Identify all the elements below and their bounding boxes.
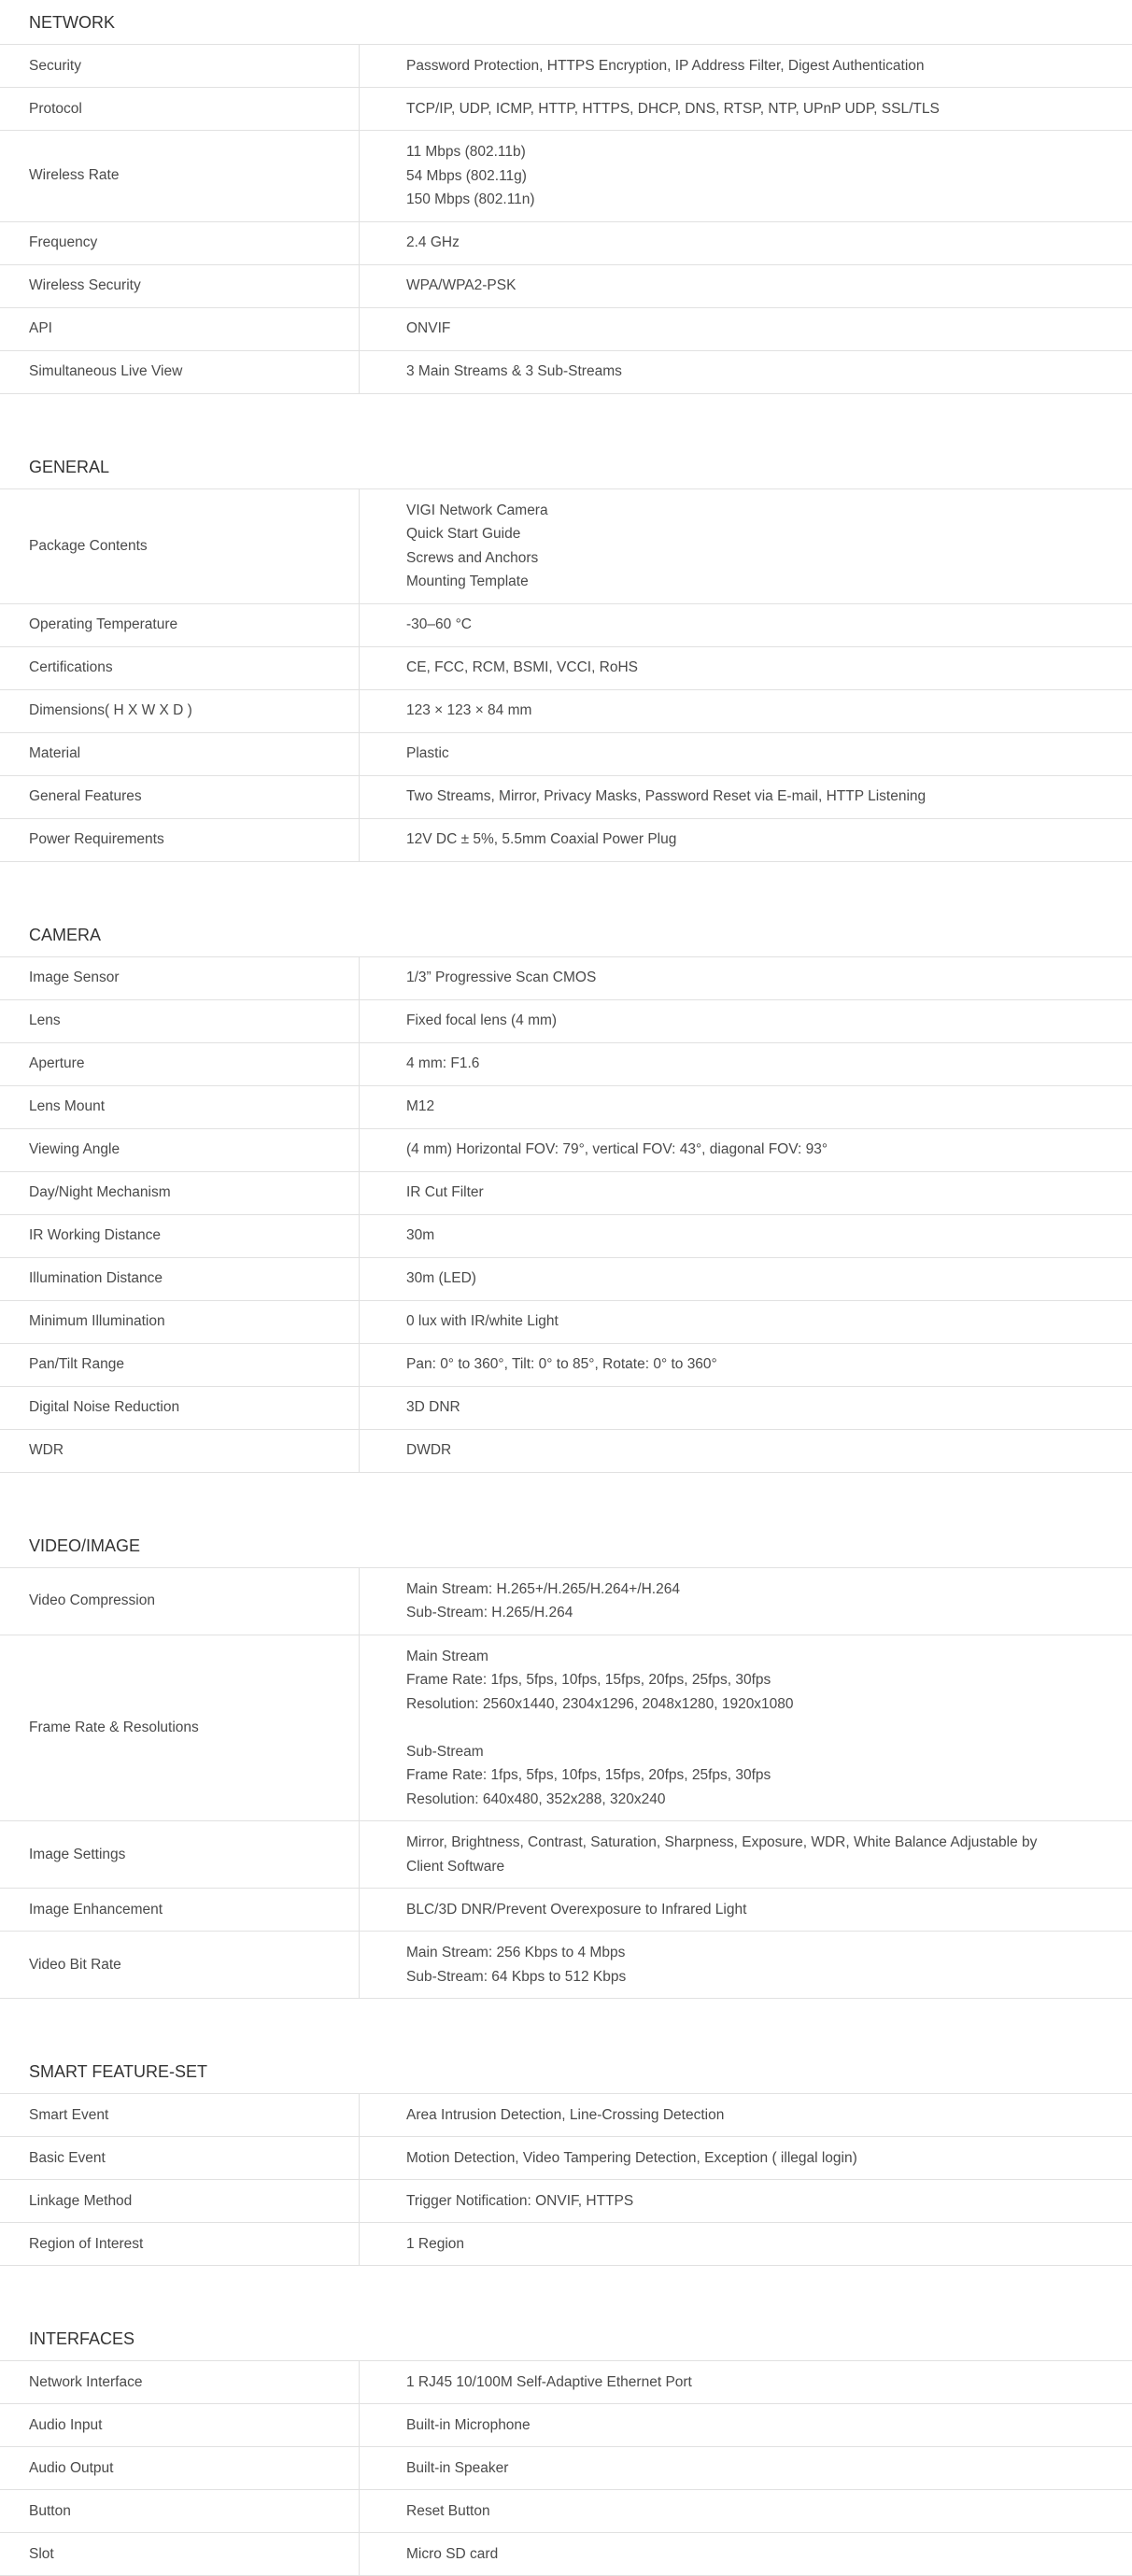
spec-value [360, 1568, 1132, 1635]
spec-value-line: 4 mm: F1.6 [406, 1055, 480, 1072]
spec-label: Power Requirements [0, 819, 360, 861]
spec-label: Material [0, 733, 360, 775]
spec-label: Package Contents [0, 489, 360, 603]
spec-label: Video Bit Rate [0, 1932, 360, 1998]
spec-value-line: Mirror, Brightness, Contrast, Saturation, Sharpness, Exposure, WDR, White Balance Adjustable by [406, 1834, 1038, 1850]
spec-label: Dimensions( H X W X D ) [0, 690, 360, 732]
spec-value [360, 1889, 1132, 1931]
spec-row [0, 1215, 1132, 1258]
spec-label: Video Compression [0, 1568, 360, 1635]
spec-value [360, 1086, 1132, 1128]
spec-label: Simultaneous Live View [0, 351, 360, 393]
spec-value-line: DWDR [406, 1442, 452, 1459]
spec-value-line: Resolution: 2560x1440, 2304x1296, 2048x1280, 1920x1080 [406, 1695, 794, 1712]
spec-value-line: 123 × 123 × 84 mm [406, 702, 532, 719]
spec-label: Frame Rate & Resolutions [0, 1635, 360, 1821]
section-title: INTERFACES [0, 2316, 1132, 2361]
spec-row [0, 604, 1132, 647]
spec-row [0, 1086, 1132, 1129]
spec-label: Audio Input [0, 2404, 360, 2446]
spec-label: API [0, 308, 360, 350]
spec-row [0, 690, 1132, 733]
spec-row [0, 1258, 1132, 1301]
spec-value [360, 1043, 1132, 1085]
spec-row [0, 2361, 1132, 2404]
spec-value-line: M12 [406, 1098, 435, 1115]
spec-label: Viewing Angle [0, 1129, 360, 1171]
spec-label: Certifications [0, 647, 360, 689]
spec-value [360, 308, 1132, 350]
spec-value [360, 2490, 1132, 2532]
spec-value-line: 150 Mbps (802.11n) [406, 191, 535, 207]
spec-label: Frequency [0, 222, 360, 264]
spec-value [360, 957, 1132, 999]
spec-value [360, 1000, 1132, 1042]
spec-value-line: 3 Main Streams & 3 Sub-Streams [406, 363, 622, 380]
spec-value-line: Frame Rate: 1fps, 5fps, 10fps, 15fps, 20fps, 25fps, 30fps [406, 1672, 771, 1688]
spec-row [0, 308, 1132, 351]
spec-label: Button [0, 2490, 360, 2532]
spec-value [360, 1301, 1132, 1343]
spec-value [360, 351, 1132, 393]
spec-row [0, 1932, 1132, 1999]
spec-row [0, 489, 1132, 604]
spec-value [360, 604, 1132, 646]
spec-value-line: Reset Button [406, 2502, 490, 2519]
spec-value [360, 1932, 1132, 1998]
spec-value [360, 2447, 1132, 2489]
spec-row [0, 776, 1132, 819]
spec-value [360, 2094, 1132, 2136]
spec-value [360, 2223, 1132, 2265]
spec-value-line [406, 1716, 1095, 1740]
spec-value-line: Frame Rate: 1fps, 5fps, 10fps, 15fps, 20fps, 25fps, 30fps [406, 1767, 771, 1783]
spec-row [0, 1387, 1132, 1430]
spec-row [0, 2490, 1132, 2533]
spec-row [0, 222, 1132, 265]
spec-row [0, 2533, 1132, 2576]
spec-value-line: Mounting Template [406, 573, 529, 589]
spec-row [0, 957, 1132, 1000]
section-title: GENERAL [0, 445, 1132, 489]
spec-label: Linkage Method [0, 2180, 360, 2222]
spec-value-line: 12V DC ± 5%, 5.5mm Coaxial Power Plug [406, 831, 677, 848]
spec-value-line: VIGI Network Camera [406, 502, 548, 518]
spec-value [360, 1635, 1132, 1821]
section-title: SMART FEATURE-SET [0, 2049, 1132, 2094]
spec-value [360, 265, 1132, 307]
spec-value-line: Two Streams, Mirror, Privacy Masks, Password Reset via E-mail, HTTP Listening [406, 788, 927, 805]
spec-row [0, 1430, 1132, 1473]
spec-value-line: CE, FCC, RCM, BSMI, VCCI, RoHS [406, 659, 639, 676]
spec-value [360, 222, 1132, 264]
spec-value-line: 1 RJ45 10/100M Self-Adaptive Ethernet Port [406, 2373, 692, 2390]
spec-value-line: Fixed focal lens (4 mm) [406, 1012, 558, 1029]
spec-row [0, 1821, 1132, 1889]
spec-value-line: Built-in Microphone [406, 2416, 531, 2433]
spec-row [0, 88, 1132, 131]
spec-value [360, 647, 1132, 689]
spec-value [360, 2361, 1132, 2403]
spec-label: General Features [0, 776, 360, 818]
spec-value-line: 30m [406, 1227, 435, 1244]
spec-label: Security [0, 45, 360, 87]
spec-label: Image Enhancement [0, 1889, 360, 1931]
spec-row [0, 2447, 1132, 2490]
spec-label: WDR [0, 1430, 360, 1472]
spec-value-line: 1/3” Progressive Scan CMOS [406, 970, 597, 986]
spec-value-line: 1 Region [406, 2235, 465, 2252]
spec-value [360, 45, 1132, 87]
spec-value [360, 733, 1132, 775]
spec-label: Digital Noise Reduction [0, 1387, 360, 1429]
spec-label: Wireless Rate [0, 131, 360, 221]
spec-label: Operating Temperature [0, 604, 360, 646]
spec-value-line: 30m (LED) [406, 1270, 476, 1287]
spec-label: Day/Night Mechanism [0, 1172, 360, 1214]
spec-row [0, 1172, 1132, 1215]
spec-label: Image Settings [0, 1821, 360, 1888]
spec-value-line: Main Stream: H.265+/H.265/H.264+/H.264 [406, 1580, 680, 1597]
spec-row [0, 2223, 1132, 2266]
spec-value [360, 131, 1132, 221]
spec-value-line: Pan: 0° to 360°, Tilt: 0° to 85°, Rotate: 0° to 360° [406, 1356, 717, 1373]
spec-value-line: 0 lux with IR/white Light [406, 1313, 559, 1330]
spec-label: Smart Event [0, 2094, 360, 2136]
spec-row [0, 647, 1132, 690]
spec-row [0, 1344, 1132, 1387]
spec-value-line: 11 Mbps (802.11b) [406, 144, 526, 160]
spec-value-line: BLC/3D DNR/Prevent Overexposure to Infrared Light [406, 1901, 747, 1918]
spec-value-line: Sub-Stream: 64 Kbps to 512 Kbps [406, 1968, 627, 1985]
spec-row [0, 1043, 1132, 1086]
spec-value [360, 88, 1132, 130]
spec-value [360, 1821, 1132, 1888]
spec-label: Lens Mount [0, 1086, 360, 1128]
spec-row [0, 1635, 1132, 1822]
spec-value [360, 2533, 1132, 2575]
spec-value [360, 819, 1132, 861]
spec-row [0, 733, 1132, 776]
spec-value-line: 3D DNR [406, 1399, 460, 1416]
spec-label: Aperture [0, 1043, 360, 1085]
spec-row [0, 351, 1132, 394]
spec-value [360, 690, 1132, 732]
spec-label: Slot [0, 2533, 360, 2575]
spec-value [360, 1129, 1132, 1171]
spec-value-line: Quick Start Guide [406, 526, 521, 542]
spec-value-line: Plastic [406, 745, 449, 762]
spec-row [0, 1000, 1132, 1043]
spec-value-line: Sub-Stream: H.265/H.264 [406, 1605, 573, 1621]
spec-value-line: Client Software [406, 1858, 505, 1875]
spec-value [360, 2180, 1132, 2222]
spec-value [360, 1258, 1132, 1300]
spec-value [360, 2137, 1132, 2179]
spec-label: Region of Interest [0, 2223, 360, 2265]
section-title: CAMERA [0, 913, 1132, 957]
spec-value-line: ONVIF [406, 320, 451, 337]
spec-value-line: 2.4 GHz [406, 234, 460, 251]
spec-value [360, 1215, 1132, 1257]
spec-row [0, 265, 1132, 308]
spec-row [0, 1889, 1132, 1932]
section-title: NETWORK [0, 0, 1132, 45]
spec-value-line: Motion Detection, Video Tampering Detection, Exception ( illegal login) [406, 2149, 857, 2166]
spec-row [0, 819, 1132, 862]
spec-row [0, 2094, 1132, 2137]
spec-value [360, 1387, 1132, 1429]
spec-row [0, 1568, 1132, 1635]
spec-value-line: IR Cut Filter [406, 1184, 484, 1201]
spec-row [0, 2180, 1132, 2223]
spec-value [360, 1430, 1132, 1472]
spec-label: Lens [0, 1000, 360, 1042]
spec-row [0, 1129, 1132, 1172]
spec-value-line: Main Stream [406, 1648, 488, 1664]
spec-value [360, 776, 1132, 818]
spec-value-line: Trigger Notification: ONVIF, HTTPS [406, 2192, 634, 2209]
spec-value-line: WPA/WPA2-PSK [406, 277, 516, 294]
spec-label: IR Working Distance [0, 1215, 360, 1257]
spec-label: Protocol [0, 88, 360, 130]
spec-value-line: Password Protection, HTTPS Encryption, IP Address Filter, Digest Authentication [406, 57, 925, 74]
spec-row [0, 1301, 1132, 1344]
spec-value-line: (4 mm) Horizontal FOV: 79°, vertical FOV: 43°, diagonal FOV: 93° [406, 1141, 828, 1158]
spec-label: Pan/Tilt Range [0, 1344, 360, 1386]
spec-value [360, 2404, 1132, 2446]
spec-value-line: -30–60 °C [406, 616, 472, 633]
spec-value-line: Sub-Stream [406, 1743, 484, 1760]
spec-value [360, 489, 1132, 603]
spec-label: Audio Output [0, 2447, 360, 2489]
spec-value-line: Area Intrusion Detection, Line-Crossing Detection [406, 2106, 725, 2123]
spec-value-line: 54 Mbps (802.11g) [406, 167, 527, 184]
spec-value [360, 1344, 1132, 1386]
spec-row [0, 131, 1132, 222]
spec-value-line: Main Stream: 256 Kbps to 4 Mbps [406, 1945, 626, 1960]
spec-row [0, 45, 1132, 88]
spec-row [0, 2404, 1132, 2447]
spec-label: Basic Event [0, 2137, 360, 2179]
spec-row [0, 2137, 1132, 2180]
spec-value-line: Built-in Speaker [406, 2459, 509, 2476]
spec-value-line: Micro SD card [406, 2545, 499, 2562]
spec-value [360, 1172, 1132, 1214]
spec-value-line: TCP/IP, UDP, ICMP, HTTP, HTTPS, DHCP, DNS, RTSP, NTP, UPnP UDP, SSL/TLS [406, 100, 940, 117]
spec-label: Minimum Illumination [0, 1301, 360, 1343]
spec-value-line: Resolution: 640x480, 352x288, 320x240 [406, 1790, 666, 1807]
spec-value-line: Screws and Anchors [406, 549, 539, 566]
spec-label: Image Sensor [0, 957, 360, 999]
section-title: VIDEO/IMAGE [0, 1523, 1132, 1568]
spec-label: Wireless Security [0, 265, 360, 307]
spec-label: Network Interface [0, 2361, 360, 2403]
spec-label: Illumination Distance [0, 1258, 360, 1300]
